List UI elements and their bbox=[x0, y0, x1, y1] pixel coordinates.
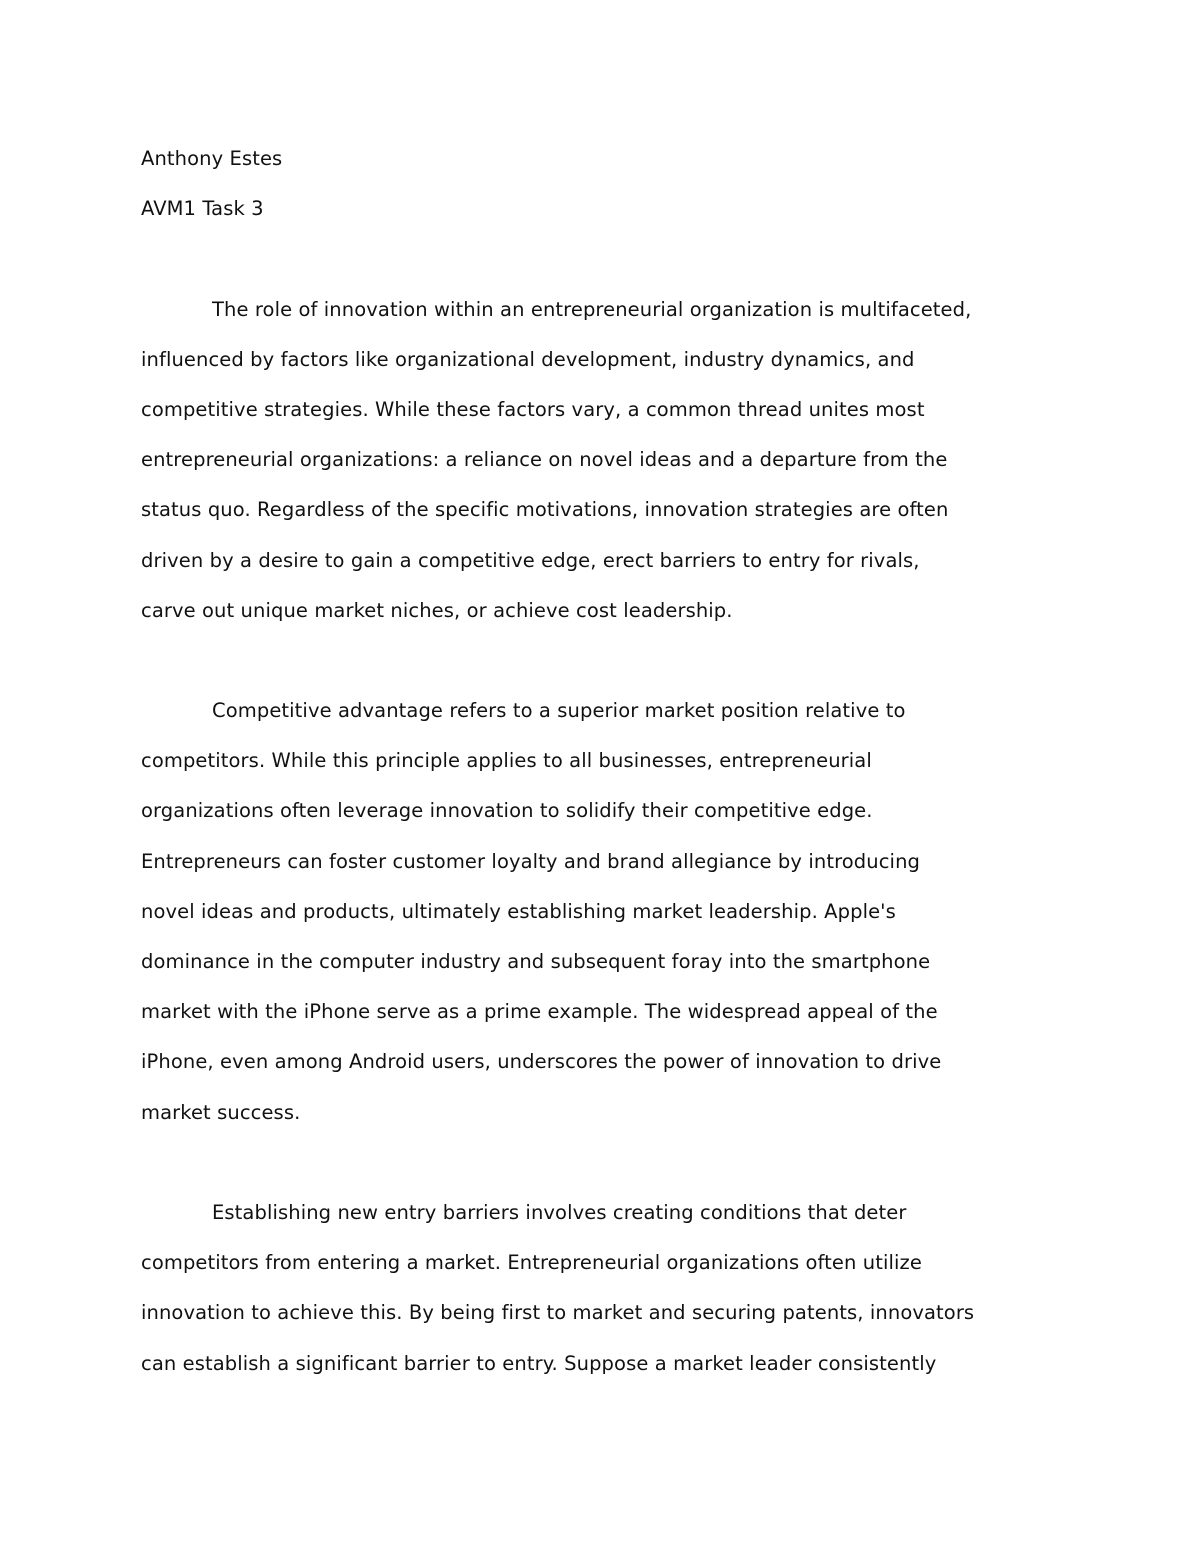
paragraph-line: can establish a significant barrier to entry. Suppose a market leader consistently bbox=[141, 1351, 937, 1375]
paragraph-line: competitors from entering a market. Entrepreneurial organizations often utilize bbox=[141, 1251, 922, 1275]
paragraph-line: driven by a desire to gain a competitive edge, erect barriers to entry for rivals, bbox=[141, 548, 920, 572]
document-body bbox=[141, 134, 1061, 1389]
blank-line bbox=[141, 1138, 1061, 1188]
paragraph-line: market with the iPhone serve as a prime example. The widespread appeal of the bbox=[141, 1000, 938, 1024]
course-task-title: AVM1 Task 3 bbox=[141, 197, 264, 221]
paragraph-line: market success. bbox=[141, 1100, 301, 1124]
paragraph-1 bbox=[141, 285, 1061, 636]
paragraph-line: The role of innovation within an entrepreneurial organization is multifaceted, bbox=[212, 297, 972, 321]
author-name: Anthony Estes bbox=[141, 147, 283, 170]
paragraph-line: innovation to achieve this. By being first to market and securing patents, innovators bbox=[141, 1301, 975, 1325]
blank-line bbox=[141, 636, 1061, 686]
paragraph-line: competitive strategies. While these factors vary, a common thread unites most bbox=[141, 397, 925, 421]
paragraph-line: influenced by factors like organizational development, industry dynamics, and bbox=[141, 347, 915, 371]
paragraph-line: iPhone, even among Android users, underscores the power of innovation to drive bbox=[141, 1050, 942, 1074]
paragraph-line: status quo. Regardless of the specific motivations, innovation strategies are often bbox=[141, 498, 949, 522]
paragraph-line: competitors. While this principle applies to all businesses, entrepreneurial bbox=[141, 749, 872, 773]
paragraph-line: entrepreneurial organizations: a reliance on novel ideas and a departure from the bbox=[141, 448, 948, 472]
paragraph-2 bbox=[141, 686, 1061, 1138]
paragraph-line: Entrepreneurs can foster customer loyalty and brand allegiance by introducing bbox=[141, 849, 921, 873]
paragraph-line: organizations often leverage innovation to solidify their competitive edge. bbox=[141, 799, 873, 823]
paragraph-line: Establishing new entry barriers involves creating conditions that deter bbox=[212, 1200, 907, 1224]
paragraph-line: carve out unique market niches, or achieve cost leadership. bbox=[141, 598, 733, 622]
paragraph-line: Competitive advantage refers to a superior market position relative to bbox=[212, 699, 906, 723]
paragraph-line: novel ideas and products, ultimately establishing market leadership. Apple's bbox=[141, 899, 896, 923]
paragraph-3 bbox=[141, 1188, 1061, 1389]
paragraph-line: dominance in the computer industry and subsequent foray into the smartphone bbox=[141, 950, 931, 973]
blank-line bbox=[141, 234, 1061, 284]
